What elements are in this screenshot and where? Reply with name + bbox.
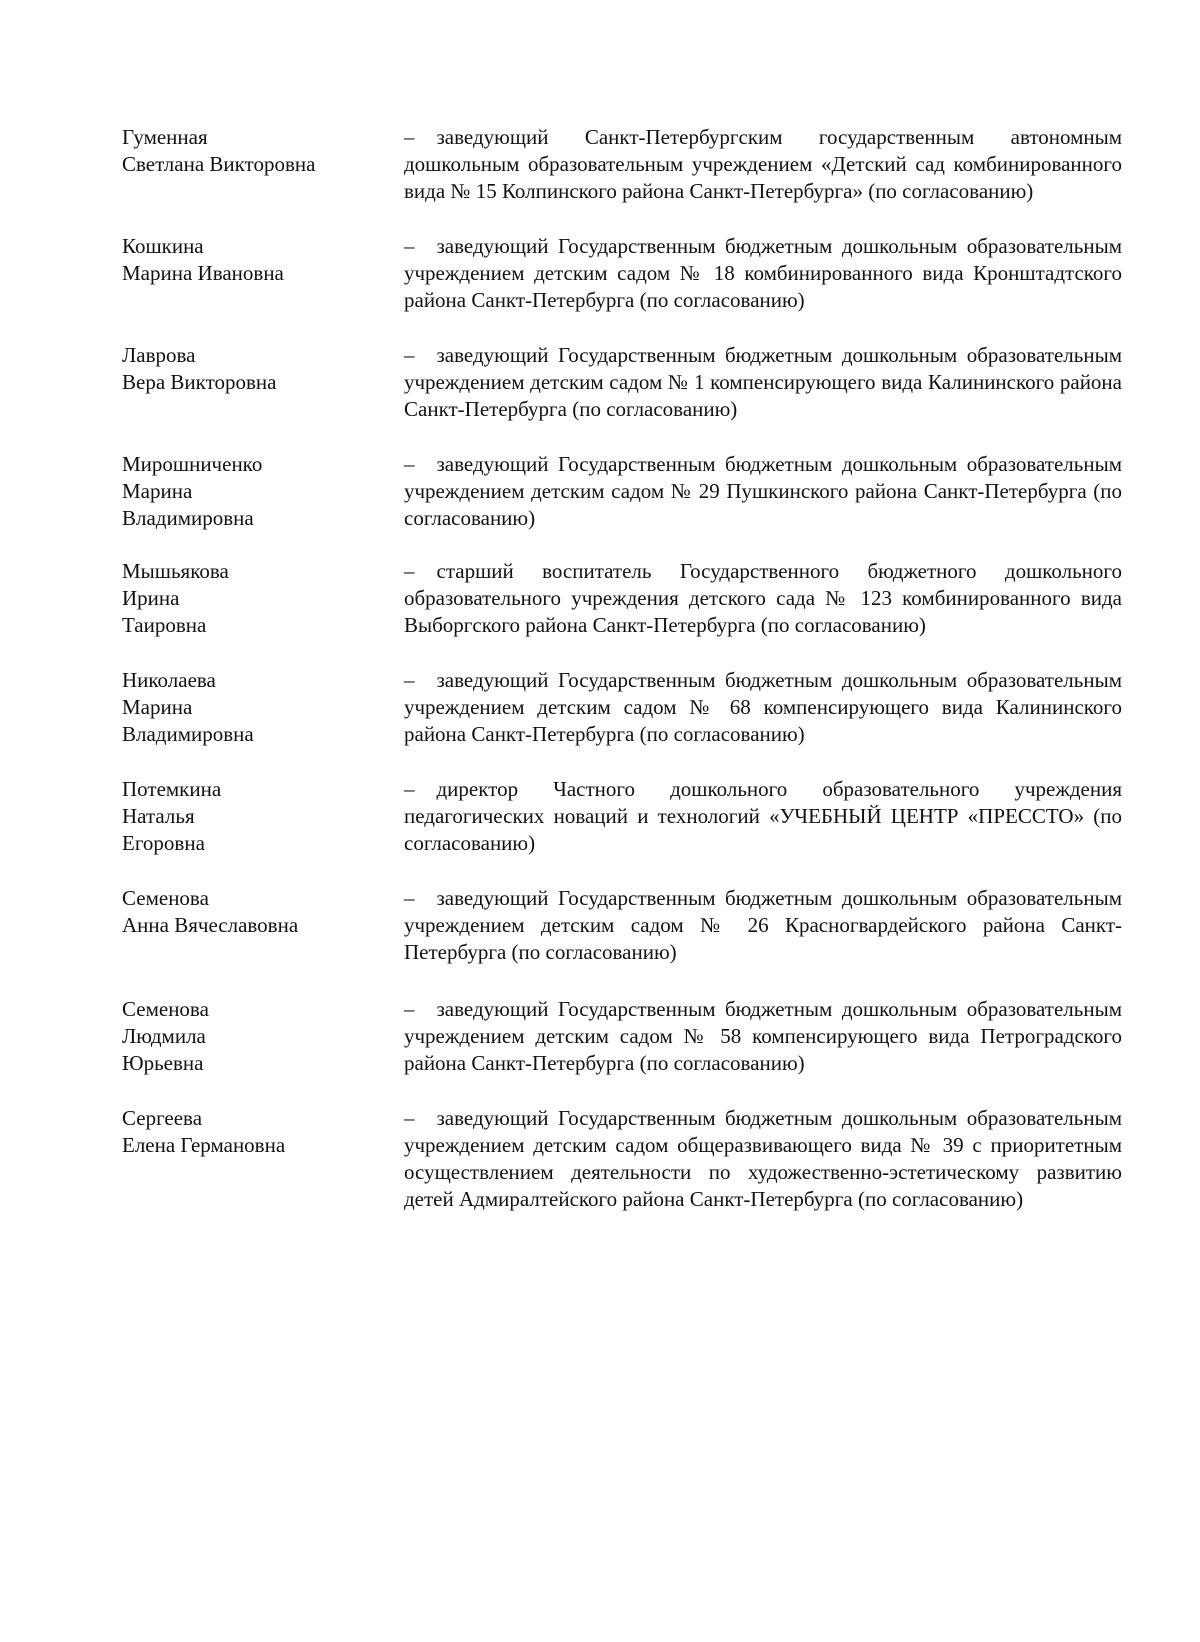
member-given-name: Людмила [122, 1024, 206, 1048]
member-surname: Кошкина [122, 234, 204, 258]
member-position-text: заведующий Государственным бюджетным дошкольным образовательным учреждением детским садом общеразвивающего вида № 39 с приоритетным осуществлением деятельности по художественно-эстетическому развитию детей Адмиралтейского района Санкт-Петербурга (по согласованию) [404, 1106, 1122, 1211]
member-list [122, 124, 1122, 1241]
member-given-name: Светлана Викторовна [122, 152, 316, 176]
member-surname: Семенова [122, 886, 209, 910]
member-position [404, 885, 1122, 966]
member-given-name: Елена Германовна [122, 1133, 286, 1157]
member-position [404, 667, 1122, 748]
member-position [404, 996, 1122, 1077]
member-name [122, 996, 404, 1077]
member-given-name: Вера Викторовна [122, 370, 277, 394]
member-name [122, 1105, 404, 1159]
member-position-text: директор Частного дошкольного образовательного учреждения педагогических новаций и технологий «УЧЕБНЫЙ ЦЕНТР «ПРЕССТО» (по согласованию) [404, 777, 1122, 855]
member-entry [122, 996, 1122, 1077]
member-position [404, 233, 1122, 314]
member-entry [122, 1105, 1122, 1213]
member-name [122, 776, 404, 857]
member-entry [122, 885, 1122, 966]
member-surname: Сергеева [122, 1106, 203, 1130]
member-given-name: Ирина [122, 586, 180, 610]
member-surname: Лаврова [122, 343, 196, 367]
member-name [122, 233, 404, 287]
member-position-text: заведующий Санкт-Петербургским государственным автономным дошкольным образовательным учреждением «Детский сад комбинированного вида № 15 Колпинского района Санкт-Петербурга» (по согласованию) [404, 125, 1122, 203]
member-entry [122, 233, 1122, 314]
member-patronymic: Владимировна [122, 506, 254, 530]
member-given-name: Наталья [122, 804, 195, 828]
member-name [122, 451, 404, 532]
member-entry [122, 558, 1122, 639]
member-position [404, 342, 1122, 423]
member-name [122, 558, 404, 639]
member-patronymic: Владимировна [122, 722, 254, 746]
member-surname: Семенова [122, 997, 209, 1021]
member-patronymic: Юрьевна [122, 1051, 204, 1075]
member-surname: Николаева [122, 668, 216, 692]
member-surname: Гуменная [122, 125, 208, 149]
member-position-text: заведующий Государственным бюджетным дошкольным образовательным учреждением детским садом № 1 компенсирующего вида Калининского района Санкт-Петербурга (по согласованию) [404, 343, 1122, 421]
member-position [404, 558, 1122, 639]
member-entry [122, 451, 1122, 532]
dash-separator: – [404, 234, 415, 258]
dash-separator: – [404, 777, 415, 801]
member-entry [122, 342, 1122, 423]
member-position-text: заведующий Государственным бюджетным дошкольным образовательным учреждением детским садом № 26 Красногвардейского района Санкт-Петербурга (по согласованию) [404, 886, 1122, 964]
member-patronymic: Егоровна [122, 831, 205, 855]
dash-separator: – [404, 997, 415, 1021]
member-entry [122, 667, 1122, 748]
dash-separator: – [404, 1106, 415, 1130]
dash-separator: – [404, 559, 415, 583]
member-position [404, 124, 1122, 205]
member-given-name: Марина [122, 695, 193, 719]
member-surname: Мышьякова [122, 559, 229, 583]
member-given-name: Анна Вячеславовна [122, 913, 299, 937]
member-given-name: Марина [122, 479, 193, 503]
member-surname: Потемкина [122, 777, 222, 801]
dash-separator: – [404, 886, 415, 910]
member-position [404, 1105, 1122, 1213]
member-position-text: заведующий Государственным бюджетным дошкольным образовательным учреждением детским садом № 18 комбинированного вида Кронштадтского района Санкт-Петербурга (по согласованию) [404, 234, 1122, 312]
member-given-name: Марина Ивановна [122, 261, 284, 285]
member-position-text: заведующий Государственным бюджетным дошкольным образовательным учреждением детским садом № 58 компенсирующего вида Петроградского района Санкт-Петербурга (по согласованию) [404, 997, 1122, 1075]
dash-separator: – [404, 125, 415, 149]
member-entry [122, 776, 1122, 857]
member-patronymic: Таировна [122, 613, 207, 637]
member-position-text: заведующий Государственным бюджетным дошкольным образовательным учреждением детским садом № 68 компенсирующего вида Калининского района Санкт-Петербурга (по согласованию) [404, 668, 1122, 746]
member-name [122, 885, 404, 939]
dash-separator: – [404, 452, 415, 476]
dash-separator: – [404, 343, 415, 367]
dash-separator: – [404, 668, 415, 692]
member-position-text: заведующий Государственным бюджетным дошкольным образовательным учреждением детским садом № 29 Пушкинского района Санкт-Петербурга (по согласованию) [404, 452, 1122, 530]
member-name [122, 667, 404, 748]
member-position [404, 776, 1122, 857]
member-name [122, 124, 404, 178]
member-name [122, 342, 404, 396]
member-position-text: старший воспитатель Государственного бюджетного дошкольного образовательного учреждения детского сада № 123 комбинированного вида Выборгского района Санкт-Петербурга (по согласованию) [404, 559, 1122, 637]
member-entry [122, 124, 1122, 205]
member-position [404, 451, 1122, 532]
member-surname: Мирошниченко [122, 452, 263, 476]
